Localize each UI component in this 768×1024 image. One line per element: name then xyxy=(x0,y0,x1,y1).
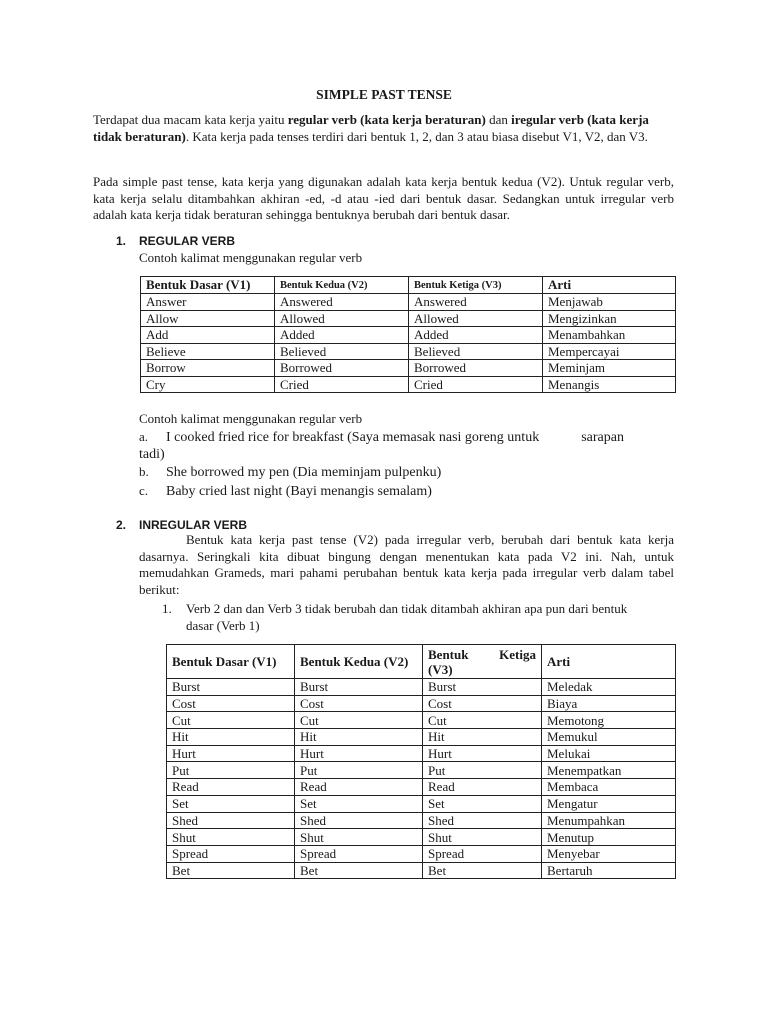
table-row xyxy=(141,360,676,377)
example-text-end: sarapan xyxy=(581,430,624,445)
table-cell: Menutup xyxy=(542,829,676,846)
table-cell: Menempatkan xyxy=(542,762,676,779)
table-cell: Put xyxy=(167,762,295,779)
table-cell: Added xyxy=(275,327,409,344)
table-body xyxy=(167,679,676,879)
table-cell: Menumpahkan xyxy=(542,812,676,829)
table-row xyxy=(141,294,676,311)
table-cell: Bet xyxy=(167,862,295,879)
table-header-cell: Bentuk Dasar (V1) xyxy=(167,645,295,679)
table-cell: Menambahkan xyxy=(543,327,676,344)
table-row xyxy=(167,679,676,696)
table-cell: Hit xyxy=(423,729,542,746)
table-cell: Cried xyxy=(409,376,543,393)
table-row xyxy=(167,795,676,812)
intro-irregular-term: iregular verb (kata kerja tidak beraturan) xyxy=(93,112,649,144)
table-cell: Set xyxy=(295,795,423,812)
list-marker: b. xyxy=(139,464,149,479)
table-cell: Membaca xyxy=(542,779,676,796)
table-row xyxy=(167,845,676,862)
table-header-row xyxy=(167,645,676,679)
table-cell: Mengatur xyxy=(542,795,676,812)
sub-list-text: Verb 2 dan dan Verb 3 tidak berubah dan tidak ditambah akhiran apa pun dari bentuk xyxy=(186,601,628,616)
table-cell: Burst xyxy=(423,679,542,696)
examples-title: Contoh kalimat menggunakan regular verb xyxy=(139,411,363,426)
section-title: REGULAR VERB xyxy=(139,234,236,248)
table-header-cell: Bentuk Dasar (V1) xyxy=(141,277,275,294)
intro-text: Terdapat dua macam kata kerja yaitu xyxy=(93,112,288,127)
list-marker: 1. xyxy=(162,601,172,616)
table-row xyxy=(167,712,676,729)
example-item xyxy=(139,428,679,463)
table-cell: Borrow xyxy=(141,360,275,377)
table-cell: Hurt xyxy=(295,745,423,762)
table-cell: Menangis xyxy=(543,376,676,393)
table-cell: Cried xyxy=(275,376,409,393)
table-cell: Shut xyxy=(295,829,423,846)
table-cell: Shut xyxy=(167,829,295,846)
table-header-cell: Bentuk Kedua (V2) xyxy=(275,277,409,294)
table-row xyxy=(167,762,676,779)
table-cell: Answered xyxy=(409,294,543,311)
table-row xyxy=(167,829,676,846)
table-cell: Believe xyxy=(141,343,275,360)
example-item xyxy=(139,482,679,500)
table-header-cell: Arti xyxy=(542,645,676,679)
section-number: 1. xyxy=(116,234,127,248)
section-heading-irregular xyxy=(116,518,247,532)
table-cell: Allow xyxy=(141,310,275,327)
example-text-wrap: tadi) xyxy=(139,447,165,462)
table-cell: Spread xyxy=(423,845,542,862)
table-cell: Memotong xyxy=(542,712,676,729)
table-cell: Melukai xyxy=(542,745,676,762)
table-cell: Mengizinkan xyxy=(543,310,676,327)
table-header-cell: Bentuk Ketiga (V3) xyxy=(423,645,542,679)
table-cell: Added xyxy=(409,327,543,344)
regular-verb-table xyxy=(140,276,676,393)
table-cell: Hit xyxy=(295,729,423,746)
example-text: Baby cried last night (Bayi menangis semalam) xyxy=(166,484,432,499)
section-number: 2. xyxy=(116,518,127,532)
list-marker: c. xyxy=(139,483,149,498)
table-header-cell: Bentuk Kedua (V2) xyxy=(295,645,423,679)
table-cell: Allowed xyxy=(409,310,543,327)
table-cell: Hurt xyxy=(423,745,542,762)
intro-paragraph-2: Pada simple past tense, kata kerja yang digunakan adalah kata kerja bentuk kedua (V2). Untuk regular verb, kata kerja selalu ditambahkan akhiran -ed, -d atau -ied dari bentuk dasar. Sedangkan untuk irregular verb adalah kata kerja tidak beraturan sehingga bentuknya berubah dari bentuk dasar. xyxy=(93,174,674,222)
table-cell: Bertaruh xyxy=(542,862,676,879)
table-row xyxy=(141,376,676,393)
table-body xyxy=(141,294,676,393)
table-cell: Shed xyxy=(167,812,295,829)
table-cell: Hurt xyxy=(167,745,295,762)
table-row xyxy=(141,310,676,327)
table-cell: Cry xyxy=(141,376,275,393)
irregular-verb-table xyxy=(166,644,676,879)
table-cell: Spread xyxy=(295,845,423,862)
example-text: I cooked fried rice for breakfast (Saya memasak nasi goreng untuk xyxy=(166,430,540,445)
section-subtitle: Contoh kalimat menggunakan regular verb xyxy=(139,250,363,265)
sub-list-text-continued: dasar (Verb 1) xyxy=(186,617,260,633)
table-cell: Borrowed xyxy=(275,360,409,377)
table-cell: Believed xyxy=(275,343,409,360)
table-cell: Put xyxy=(295,762,423,779)
sub-list-item xyxy=(162,601,674,634)
table-cell: Set xyxy=(423,795,542,812)
table-row xyxy=(141,327,676,344)
table-row xyxy=(167,695,676,712)
page-title: SIMPLE PAST TENSE xyxy=(316,87,452,102)
section-heading-regular xyxy=(116,234,235,248)
table-cell: Read xyxy=(295,779,423,796)
example-item xyxy=(139,463,679,481)
list-marker: a. xyxy=(139,429,149,444)
table-cell: Memukul xyxy=(542,729,676,746)
intro-text: . Kata kerja pada tenses terdiri dari bentuk 1, 2, dan 3 atau biasa disebut V1, V2, dan V3. xyxy=(185,128,648,144)
table-cell: Shed xyxy=(295,812,423,829)
table-cell: Meminjam xyxy=(543,360,676,377)
example-text: She borrowed my pen (Dia meminjam pulpenku) xyxy=(166,465,442,480)
table-cell: Meledak xyxy=(542,679,676,696)
table-cell: Shut xyxy=(423,829,542,846)
table-cell: Cut xyxy=(167,712,295,729)
intro-regular-term: regular verb (kata kerja beraturan) xyxy=(287,112,486,127)
intro-paragraph-1 xyxy=(93,112,674,145)
table-cell: Read xyxy=(167,779,295,796)
table-cell: Mempercayai xyxy=(543,343,676,360)
section-title: INREGULAR VERB xyxy=(139,518,248,532)
section-paragraph: Bentuk kata kerja past tense (V2) pada irregular verb, berubah dari bentuk kata kerja dasarnya. Seringkali kita dibuat bingung dengan menentukan kata pada V2 ini. Nah, untuk memudahkan Grameds, mari pahami perubahan bentuk kata kerja pada irregular verb dalam tabel berikut: xyxy=(139,532,674,597)
table-cell: Biaya xyxy=(542,695,676,712)
table-header-cell: Arti xyxy=(543,277,676,294)
table-cell: Bet xyxy=(423,862,542,879)
table-cell: Cost xyxy=(295,695,423,712)
table-header-cell: Bentuk Ketiga (V3) xyxy=(409,277,543,294)
table-cell: Believed xyxy=(409,343,543,360)
table-row xyxy=(167,779,676,796)
table-cell: Cut xyxy=(423,712,542,729)
table-cell: Bet xyxy=(295,862,423,879)
table-row xyxy=(167,745,676,762)
table-row xyxy=(141,343,676,360)
table-header-row xyxy=(141,277,676,294)
table-cell: Set xyxy=(167,795,295,812)
table-cell: Cost xyxy=(423,695,542,712)
table-row xyxy=(167,862,676,879)
table-cell: Menjawab xyxy=(543,294,676,311)
table-cell: Cut xyxy=(295,712,423,729)
table-row xyxy=(167,729,676,746)
table-cell: Add xyxy=(141,327,275,344)
table-cell: Hit xyxy=(167,729,295,746)
table-cell: Allowed xyxy=(275,310,409,327)
table-cell: Answered xyxy=(275,294,409,311)
intro-text: dan xyxy=(485,112,512,127)
table-cell: Cost xyxy=(167,695,295,712)
table-cell: Read xyxy=(423,779,542,796)
table-cell: Burst xyxy=(295,679,423,696)
table-cell: Put xyxy=(423,762,542,779)
table-cell: Shed xyxy=(423,812,542,829)
table-cell: Burst xyxy=(167,679,295,696)
table-cell: Answer xyxy=(141,294,275,311)
table-cell: Spread xyxy=(167,845,295,862)
table-cell: Borrowed xyxy=(409,360,543,377)
table-row xyxy=(167,812,676,829)
table-cell: Menyebar xyxy=(542,845,676,862)
